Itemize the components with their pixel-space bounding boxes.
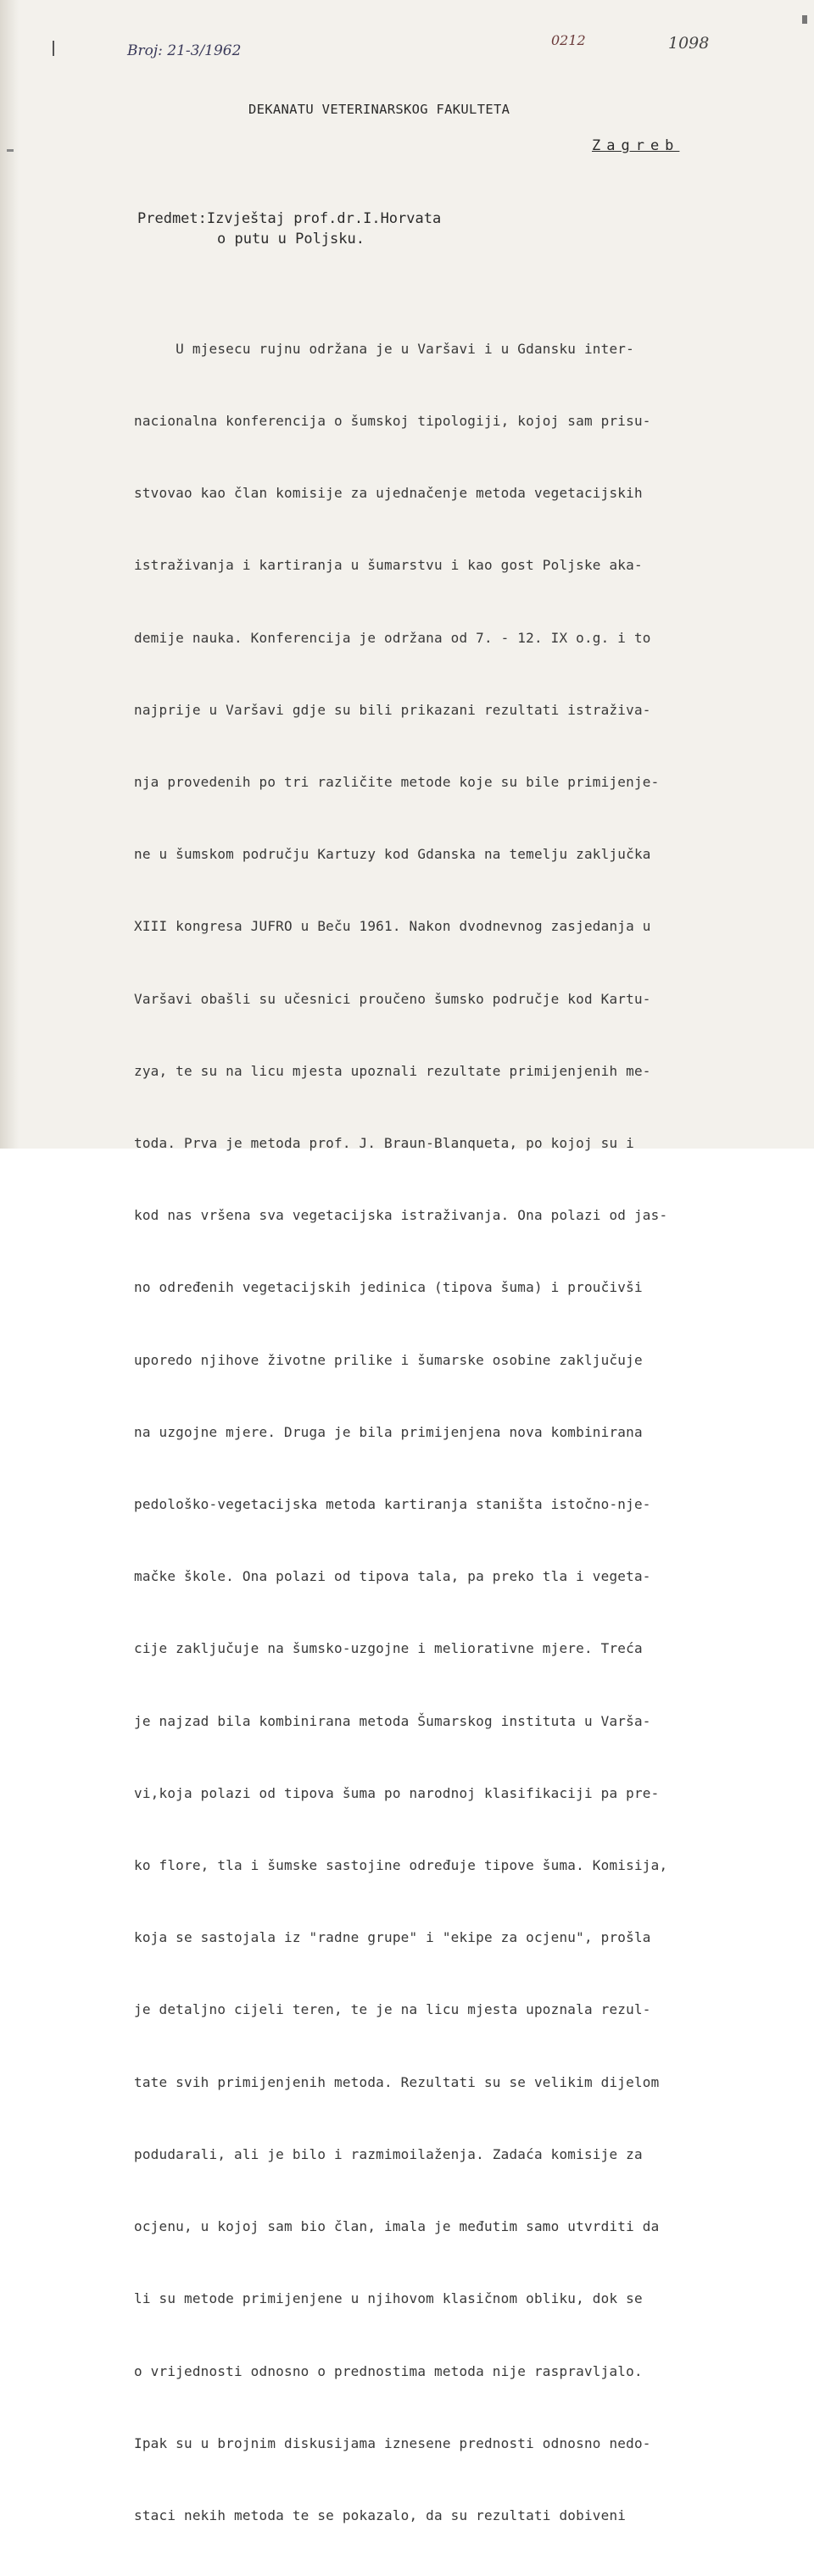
handwritten-number: 1098 [668,34,710,53]
body-line: li su metode primijenjene u njihovom klasičnom obliku, dok se [134,2290,643,2307]
body-line: ko flore, tla i šumske sastojine određuje tipove šuma. Komisija, [134,1857,668,1874]
body-line: je detaljno cijeli teren, te je na licu mjesta upoznala rezul- [134,2001,651,2018]
body-line: pedološko-vegetacijska metoda kartiranja staništa istočno-nje- [134,1496,651,1513]
subject-line: Predmet:Izvještaj prof.dr.I.Horvata [137,210,442,227]
handwritten-code: 0212 [551,32,586,48]
ink-mark [7,149,14,152]
ink-mark [53,41,54,56]
page-edge-shadow [0,0,19,1149]
body-line: Ipak su u brojnim diskusijama iznesene prednosti odnosno nedo- [134,2434,651,2451]
body-line: nacionalna konferencija o šumskoj tipologiji, kojoj sam prisu- [134,413,651,430]
body-line: U mjesecu rujnu održana je u Varšavi i u Gdansku inter- [134,340,634,357]
body-line: nja provedenih po tri različite metode koje su bile primijenje- [134,774,660,791]
body-line: najprije u Varšavi gdje su bili prikazani rezultati istraživa- [134,701,651,718]
body-line: koja se sastojala iz "radne grupe" i "ekipe za ocjenu", prošla [134,1929,651,1946]
body-line: zya, te su na licu mjesta upoznali rezultate primijenjenih me- [134,1062,651,1079]
body-line: stvovao kao član komisije za ujednačenje metoda vegetacijskih [134,485,643,502]
addressee-city: Zagreb [592,137,680,154]
body-line: je najzad bila kombinirana metoda Šumarskog instituta u Varša- [134,1712,651,1729]
addressee-heading: DEKANATU VETERINARSKOG FAKULTETA [248,102,510,117]
body-text [134,289,778,2576]
body-line: o vrijednosti odnosno o prednostima metoda nije raspravljalo. [134,2362,643,2379]
body-line: Varšavi obašli su učesnici proučeno šumsko područje kod Kartu- [134,990,651,1007]
body-line: ne u šumskom području Kartuzy kod Gdanska na temelju zaključka [134,846,651,863]
body-line: vi,koja polazi od tipova šuma po narodnoj klasifikaciji pa pre- [134,1784,660,1801]
body-line: ocjenu, u kojoj sam bio član, imala je međutim samo utvrditi da [134,2218,660,2235]
body-line: XIII kongresa JUFRO u Beču 1961. Nakon dvodnevnog zasjedanja u [134,918,651,935]
ink-mark [802,15,807,24]
body-line: demije nauka. Konferencija je održana od 7. - 12. IX o.g. i to [134,629,651,646]
body-line: na uzgojne mjere. Druga je bila primijenjena nova kombinirana [134,1423,643,1440]
subject-block [137,209,441,249]
body-line: podudarali, ali je bilo i razmimoilaženja. Zadaća komisije za [134,2145,643,2162]
body-line: istraživanja i kartiranja u šumarstvu i kao gost Poljske aka- [134,557,643,574]
body-line: mačke škole. Ona polazi od tipova tala, pa preko tla i vegeta- [134,1568,651,1585]
body-line: no određenih vegetacijskih jedinica (tipova šuma) i proučivši [134,1279,643,1296]
body-line: staci nekih metoda te se pokazalo, da su rezultati dobiveni [134,2506,627,2523]
body-line: tate svih primijenjenih metoda. Rezultati su se velikim dijelom [134,2073,660,2090]
body-line: toda. Prva je metoda prof. J. Braun-Blanqueta, po kojoj su i [134,1135,634,1152]
subject-line: o putu u Poljsku. [217,231,365,248]
handwritten-reference: Broj: 21-3/1962 [127,42,242,59]
body-line: cije zaključuje na šumsko-uzgojne i meliorativne mjere. Treća [134,1640,643,1657]
body-line: uporedo njihove životne prilike i šumarske osobine zaključuje [134,1351,643,1368]
body-line: kod nas vršena sva vegetacijska istraživanja. Ona polazi od jas- [134,1207,668,1224]
